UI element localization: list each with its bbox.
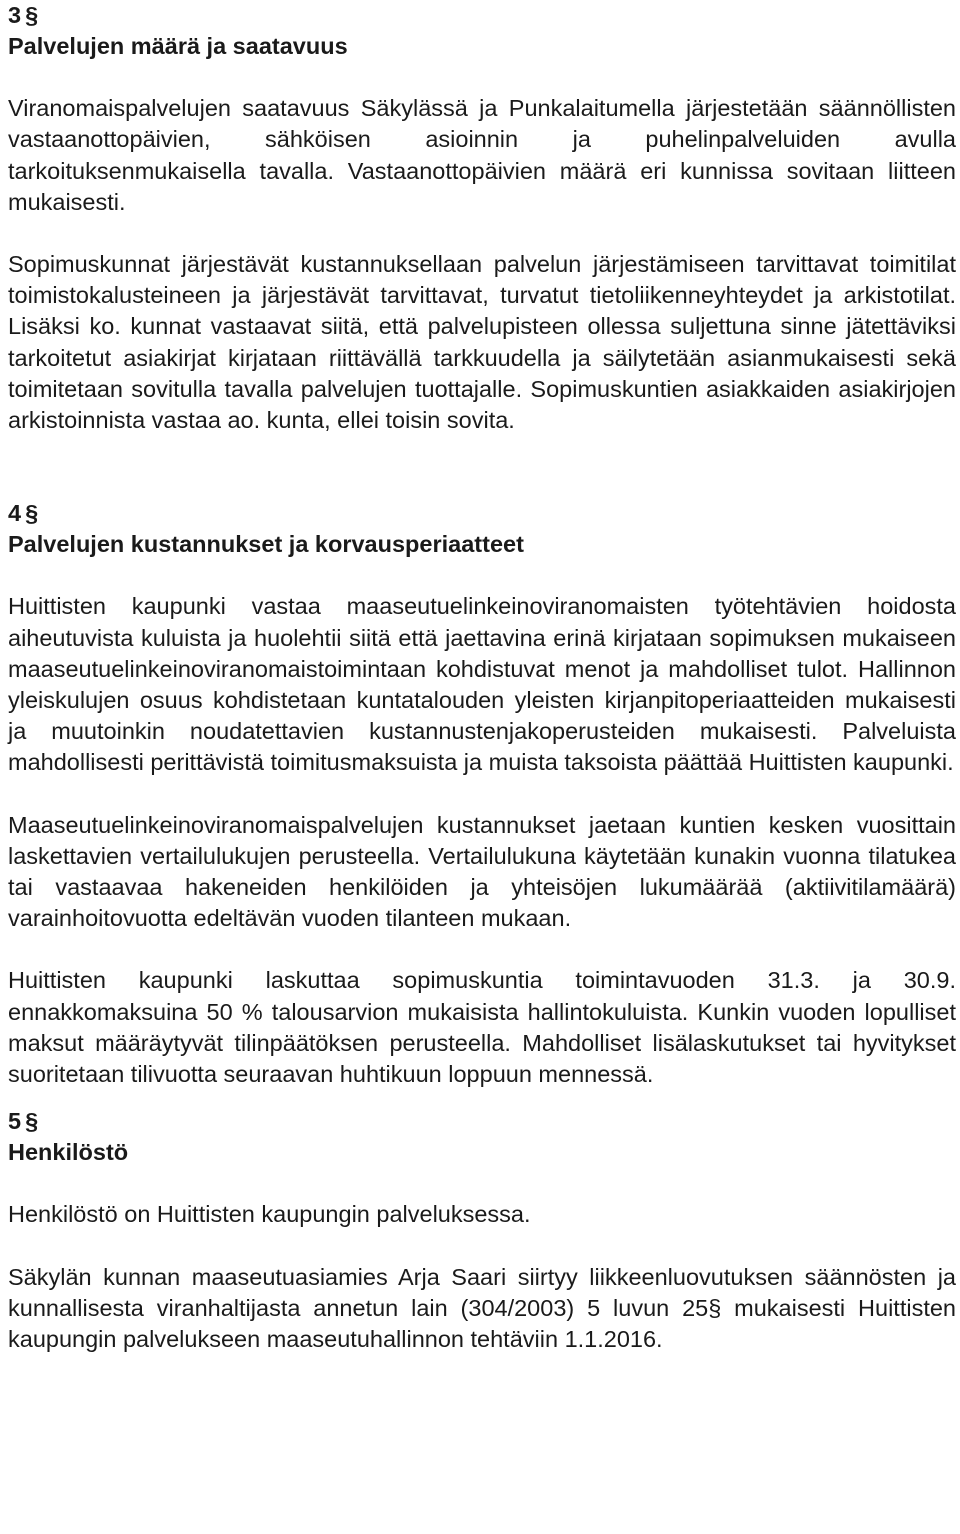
paragraph: Sopimuskunnat järjestävät kustannuksellaan palvelun järjestämiseen tarvittavat toimitilat toimistokalusteineen ja järjestävät tarvittavat, turvatut tietoliikenneyhteydet ja arkistotilat. Lisäksi ko. kunnat vastaavat siitä, että palvelupisteen ollessa suljettuna sinne jätettäviksi tarkoitetut asiakirjat kirjataan riittävällä tarkkuudella ja säilytetään asianmukaisesti sekä toimitetaan sovitulla tavalla palvelujen tuottajalle. Sopimuskuntien asiakkaiden asiakirjojen arkistoinnista vastaa ao. kunta, ellei toisin sovita. [8,251,956,434]
section-title: Palvelujen kustannukset ja korvausperiaatteet [8,531,524,558]
section-3 [8,0,956,436]
section-sign-icon: § [25,2,39,28]
section-title: Henkilöstö [8,1139,129,1166]
paragraph: Huittisten kaupunki laskuttaa sopimuskuntia toimintavuoden 31.3. ja 30.9. ennakkomaksuina 50 % talousarvion mukaisista hallintokuluista. Kunkin vuoden lopulliset maksut määräytyvät tilinpäätöksen perusteella. Mahdolliset lisälaskutukset tai hyvitykset suoritetaan tilivuotta seuraavan huhtikuun loppuun mennessä. [8,967,956,1088]
section-sign-icon: § [25,500,39,527]
paragraph: Viranomaispalvelujen saatavuus Säkylässä ja Punkalaitumella järjestetään säännöllisten vastaanottopäivien, sähköisen asioinnin ja puhelinpalveluiden avulla tarkoituksenmukaisella tavalla. Vastaanottopäivien määrä eri kunnissa sovitaan liitteen mukaisesti. [8,95,956,215]
paragraph: Säkylän kunnan maaseutuasiamies Arja Saari siirtyy liikkeenluovutuksen säännösten ja kunnallisesta viranhaltijasta annetun lain (304/2003) 5 luvun 25§ mukaisesti Huittisten kaupungin palvelukseen maaseutuhallinnon tehtäviin 1.1.2016. [8,1263,956,1353]
paragraph: Maaseutuelinkeinoviranomaispalvelujen kustannukset jaetaan kuntien kesken vuosittain laskettavien vertailulukujen perusteella. Vertailulukuna käytetään kunakin vuonna tilatukea tai vastaavaa hakeneiden henkilöiden ja yhteisöjen lukumäärää (aktiivitilamäärä) varainhoitovuotta edeltävän vuoden tilanteen mukaan. [8,811,956,932]
section-4 [8,498,956,1090]
paragraph: Huittisten kaupunki vastaa maaseutuelinkeinoviranomaisten työtehtävien hoidosta aiheutuvista kuluista ja huolehtii siitä että jaettavina erinä kirjataan sopimuksen mukaiseen maaseutuelinkeinoviranomaistoimintaan kohdistuvat menot ja mahdolliset tulot. Hallinnon yleiskulujen osuus kohdistetaan kuntatalouden yleisten kirjanpitoperiaatteiden mukaisesti ja muutoinkin noudatettavien kustannustenjakoperusteiden mukaisesti. Palveluista mahdollisesti perittävistä toimitusmaksuista ja muista taksoista päättää Huittisten kaupunki. [8,593,956,776]
section-number: 5 § [8,1106,956,1137]
section-number: 4 § [8,498,956,529]
section-title: Palvelujen määrä ja saatavuus [8,33,348,59]
paragraph: Henkilöstö on Huittisten kaupungin palveluksessa. [8,1201,531,1228]
document-page [8,0,956,1355]
section-5 [8,1106,956,1355]
section-sign-icon: § [25,1108,39,1135]
section-number: 3 § [8,0,956,31]
